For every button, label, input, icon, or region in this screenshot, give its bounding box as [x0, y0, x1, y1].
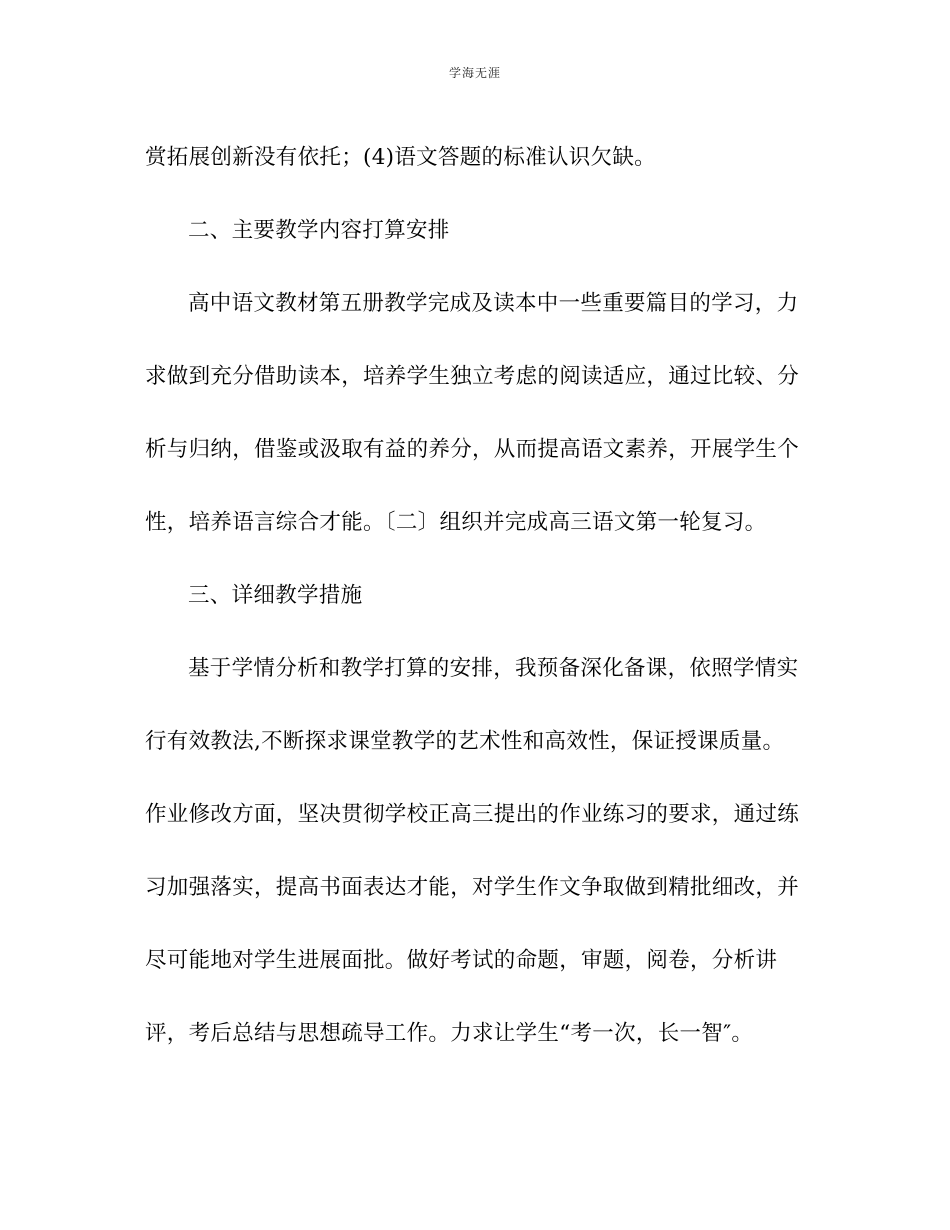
- text-line: 行有效教法,不断探求课堂教学的艺术性和高效性，保证授课质量。: [145, 729, 785, 754]
- section-heading: 三、详细教学措施: [188, 583, 363, 608]
- text-line: 基于学情分析和教学打算的安排，我预备深化备课，依照学情实: [188, 656, 799, 681]
- text-line: 作业修改方面，坚决贯彻学校正高三提出的作业练习的要求，通过练: [145, 802, 800, 827]
- text-line: 性，培养语言综合才能。〔二〕组织并完成高三语文第一轮复习。: [145, 510, 767, 535]
- text-line: 析与归纳，借鉴或汲取有益的养分，从而提高语文素养，开展学生个: [145, 437, 800, 462]
- text-line: 尽可能地对学生进展面批。做好考试的命题，审题，阅卷，分析讲: [145, 948, 778, 973]
- text-line: 高中语文教材第五册教学完成及读本中一些重要篇目的学习，力: [188, 291, 799, 316]
- text-line: 习加强落实，提高书面表达才能，对学生作文争取做到精批细改，并: [145, 875, 800, 900]
- text-line: 赏拓展创新没有依托；(4)语文答题的标准认识欠缺。: [145, 145, 656, 170]
- document-body: [145, 140, 805, 1089]
- text-line: 评，考后总结与思想疏导工作。力求让学生“考一次，长一智″。: [145, 1021, 754, 1046]
- page-header: 学海无涯: [448, 66, 501, 80]
- section-heading: 二、主要教学内容打算安排: [188, 218, 450, 243]
- text-line: 求做到充分借助读本，培养学生独立考虑的阅读适应，通过比较、分: [145, 364, 800, 389]
